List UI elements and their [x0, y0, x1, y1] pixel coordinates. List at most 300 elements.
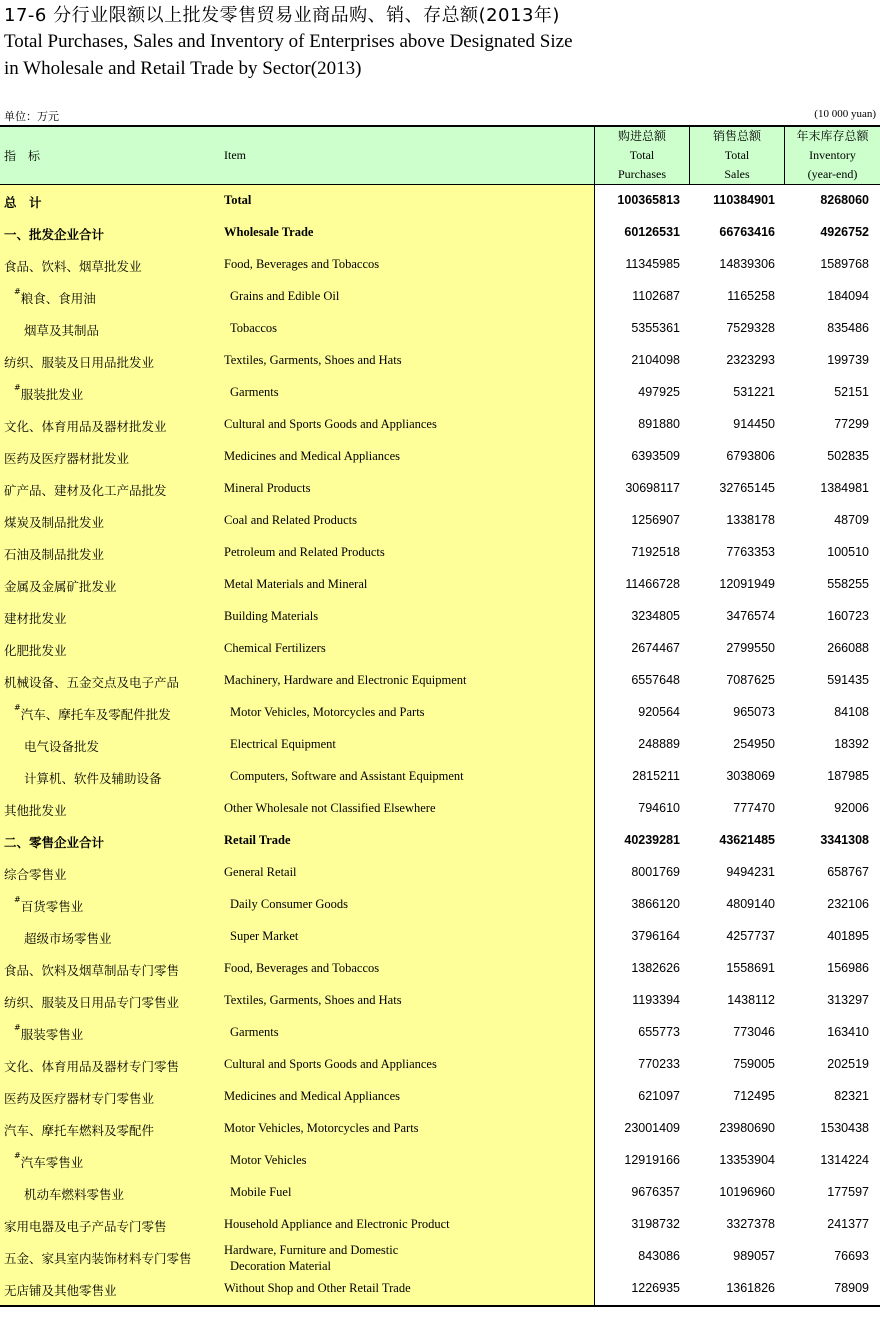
item-label-en-text: Household Appliance and Electronic Product — [224, 1217, 450, 1231]
purchases-value: 1193394 — [632, 993, 680, 1007]
item-label-cn-text: 石油及制品批发业 — [4, 547, 105, 562]
sales-value: 965073 — [733, 705, 775, 719]
purchases-value: 60126531 — [624, 225, 680, 239]
header-purchases-en1: Total — [629, 148, 655, 162]
item-label-en — [224, 801, 436, 816]
header-inventory-en1: Inventory — [809, 148, 856, 162]
inventory-value: 84108 — [834, 705, 869, 719]
table-row — [0, 601, 880, 633]
item-label-cn-text: 煤炭及制品批发业 — [4, 515, 105, 530]
table-row — [0, 217, 880, 249]
purchases-value: 23001409 — [624, 1121, 680, 1135]
table-row — [0, 441, 880, 473]
inventory-value: 199739 — [827, 353, 869, 367]
table-row — [0, 377, 880, 409]
inventory-value: 48709 — [834, 513, 869, 527]
sales-value: 1438112 — [727, 993, 775, 1007]
table-header — [0, 125, 880, 185]
item-label-en — [224, 545, 385, 560]
item-label-cn — [14, 897, 83, 915]
item-label-cn-text: 超级市场零售业 — [24, 931, 112, 946]
sales-value: 7763353 — [726, 545, 775, 559]
table-row — [0, 633, 880, 665]
header-sales-en1: Total — [724, 148, 750, 162]
table-row — [0, 185, 880, 217]
item-label-cn-text: 纺织、服装及日用品批发业 — [4, 355, 155, 370]
purchases-value: 3796164 — [631, 929, 680, 943]
item-label-en — [230, 385, 279, 400]
item-label-en-text: Textiles, Garments, Shoes and Hats — [224, 993, 402, 1007]
item-cell — [0, 793, 594, 825]
sales-value: 110384901 — [713, 193, 775, 207]
header-purchases-en2: Purchases — [618, 167, 666, 181]
item-label-cn — [4, 577, 117, 595]
table-row — [0, 505, 880, 537]
sales-value: 531221 — [733, 385, 775, 399]
inventory-value: 502835 — [827, 449, 869, 463]
purchases-value: 11345985 — [625, 257, 680, 271]
inventory-value: 92006 — [834, 801, 869, 815]
item-cell — [0, 1209, 594, 1241]
sales-value: 712495 — [733, 1089, 775, 1103]
purchases-value: 6557648 — [631, 673, 680, 687]
unit-row — [4, 108, 876, 126]
item-label-en — [224, 481, 310, 496]
header-divider — [689, 127, 690, 184]
item-label-en — [230, 929, 298, 944]
item-label-cn — [24, 1185, 124, 1203]
item-cell — [0, 345, 594, 377]
item-label-cn-text: 二、零售企业合计 — [4, 835, 105, 850]
inventory-value: 160723 — [827, 609, 869, 623]
purchases-value: 6393509 — [631, 449, 680, 463]
subitem-marker: # — [14, 703, 21, 712]
item-label-en — [224, 193, 251, 208]
purchases-value: 7192518 — [631, 545, 680, 559]
item-label-cn — [24, 737, 99, 755]
item-label-en — [224, 257, 379, 272]
sales-value: 1338178 — [726, 513, 775, 527]
item-label-en — [224, 577, 367, 592]
sales-value: 9494231 — [726, 865, 775, 879]
table-row — [0, 761, 880, 793]
item-label-cn — [4, 1121, 154, 1139]
item-label-en — [230, 289, 339, 304]
item-label-cn — [14, 385, 83, 403]
item-label-cn — [4, 673, 179, 691]
item-label-cn-text: 五金、家具室内装饰材料专门零售 — [4, 1251, 192, 1266]
item-label-cn-text: 文化、体育用品及器材专门零售 — [4, 1059, 180, 1074]
subitem-marker: # — [14, 1023, 21, 1032]
item-label-en — [230, 897, 348, 912]
item-cell — [0, 825, 594, 857]
item-cell — [0, 953, 594, 985]
purchases-value: 655773 — [638, 1025, 680, 1039]
item-label-cn-text: 建材批发业 — [4, 611, 67, 626]
inventory-value: 52151 — [834, 385, 869, 399]
purchases-value: 3866120 — [631, 897, 680, 911]
table-row — [0, 1177, 880, 1209]
inventory-value: 1314224 — [820, 1153, 869, 1167]
inventory-value: 8268060 — [820, 193, 869, 207]
item-label-cn — [4, 1089, 154, 1107]
item-label-cn — [14, 289, 96, 307]
table-row — [0, 665, 880, 697]
sales-value: 12091949 — [719, 577, 775, 591]
item-label-en-text: Machinery, Hardware and Electronic Equipment — [224, 673, 467, 687]
item-cell — [0, 281, 594, 313]
item-label-en-text: Medicines and Medical Appliances — [224, 449, 400, 463]
item-label-cn — [4, 1217, 167, 1235]
inventory-value: 835486 — [827, 321, 869, 335]
sales-value: 773046 — [733, 1025, 775, 1039]
item-label-en — [224, 417, 437, 432]
inventory-value: 77299 — [834, 417, 869, 431]
table-row — [0, 249, 880, 281]
purchases-value: 1102687 — [632, 289, 680, 303]
item-label-en — [224, 1242, 398, 1274]
purchases-value: 8001769 — [631, 865, 680, 879]
inventory-value: 202519 — [827, 1057, 869, 1071]
item-label-cn — [4, 801, 67, 819]
sales-value: 3476574 — [726, 609, 775, 623]
item-label-en-text: Motor Vehicles — [230, 1153, 307, 1167]
item-label-cn-text: 纺织、服装及日用品专门零售业 — [4, 995, 180, 1010]
item-cell — [0, 985, 594, 1017]
item-label-cn — [4, 641, 67, 659]
header-sales — [690, 127, 784, 184]
header-purchases-cn: 购进总额 — [617, 129, 666, 143]
purchases-value: 621097 — [638, 1089, 680, 1103]
item-label-en — [224, 225, 313, 240]
item-label-cn — [4, 961, 179, 979]
item-label-en — [230, 737, 336, 752]
item-label-en — [224, 865, 297, 880]
sales-value: 23980690 — [719, 1121, 775, 1135]
item-label-en — [230, 1153, 307, 1168]
purchases-value: 100365813 — [617, 193, 680, 207]
item-label-en — [230, 1025, 279, 1040]
item-label-en — [230, 1185, 291, 1200]
page-title-en-line1: Total Purchases, Sales and Inventory of Enterprises above Designated Size — [4, 31, 573, 52]
purchases-value: 30698117 — [625, 481, 680, 495]
item-cell — [0, 1017, 594, 1049]
item-label-cn — [4, 993, 179, 1011]
page-title-en-line2: in Wholesale and Retail Trade by Sector(2013) — [4, 58, 362, 79]
table-row — [0, 1209, 880, 1241]
item-label-cn — [4, 833, 104, 851]
header-divider — [784, 127, 785, 184]
purchases-value: 2104098 — [631, 353, 680, 367]
item-label-cn-text: 百货零售业 — [20, 899, 84, 914]
item-label-cn-text: 医药及医疗器材批发业 — [4, 451, 130, 466]
inventory-value: 658767 — [827, 865, 869, 879]
table-row — [0, 1273, 880, 1305]
item-cell — [0, 537, 594, 569]
item-cell — [0, 249, 594, 281]
purchases-value: 2815211 — [632, 769, 680, 783]
item-label-cn-text: 化肥批发业 — [4, 643, 67, 658]
item-label-cn — [4, 257, 142, 275]
item-label-en — [224, 1217, 450, 1232]
item-label-en-text: Hardware, Furniture and Domestic — [224, 1243, 399, 1257]
item-label-en-text: Motor Vehicles, Motorcycles and Parts — [224, 1121, 419, 1135]
item-label-cn — [24, 769, 162, 787]
item-label-cn-text: 粮食、食用油 — [20, 291, 96, 306]
item-label-cn — [4, 513, 104, 531]
item-cell — [0, 473, 594, 505]
table-row — [0, 1081, 880, 1113]
inventory-value: 100510 — [827, 545, 869, 559]
inventory-value: 1530438 — [820, 1121, 869, 1135]
purchases-value: 3198732 — [631, 1217, 680, 1231]
inventory-value: 18392 — [834, 737, 869, 751]
purchases-value: 497925 — [638, 385, 680, 399]
subitem-marker: # — [14, 895, 21, 904]
item-label-en — [224, 353, 402, 368]
subitem-marker: # — [14, 287, 21, 296]
item-label-cn-text: 机械设备、五金交点及电子产品 — [4, 675, 180, 690]
item-label-cn-text: 服装批发业 — [20, 387, 84, 402]
table-row — [0, 473, 880, 505]
sales-value: 32765145 — [719, 481, 775, 495]
purchases-value: 770233 — [638, 1057, 680, 1071]
sales-value: 43621485 — [719, 833, 775, 847]
item-cell — [0, 665, 594, 697]
header-item-cell — [0, 127, 594, 184]
item-cell — [0, 441, 594, 473]
inventory-value: 1384981 — [820, 481, 869, 495]
item-label-cn-text: 家用电器及电子产品专门零售 — [4, 1219, 167, 1234]
header-sales-cn: 销售总额 — [712, 129, 761, 143]
item-label-cn-text: 汽车、摩托车燃料及零配件 — [4, 1123, 155, 1138]
header-inventory-cn: 年末库存总额 — [796, 129, 869, 143]
table-row — [0, 537, 880, 569]
inventory-value: 163410 — [827, 1025, 869, 1039]
header-inventory — [785, 127, 880, 184]
item-label-cn — [14, 705, 171, 723]
item-label-en-text: Other Wholesale not Classified Elsewhere — [224, 801, 436, 815]
item-cell — [0, 217, 594, 249]
inventory-value: 401895 — [827, 929, 869, 943]
subitem-marker: # — [14, 383, 21, 392]
item-label-en-text: Metal Materials and Mineral — [224, 577, 368, 591]
item-label-en — [224, 1089, 400, 1104]
item-label-en-text: Motor Vehicles, Motorcycles and Parts — [230, 705, 425, 719]
inventory-value: 177597 — [827, 1185, 869, 1199]
item-label-cn — [4, 353, 154, 371]
table-row — [0, 1145, 880, 1177]
header-item-en: Item — [224, 148, 246, 162]
item-label-en-text: Chemical Fertilizers — [224, 641, 326, 655]
item-label-cn-text: 汽车、摩托车及零配件批发 — [20, 707, 171, 722]
purchases-value: 2674467 — [631, 641, 680, 655]
purchases-value: 40239281 — [624, 833, 680, 847]
item-label-cn-text: 食品、饮料及烟草制品专门零售 — [4, 963, 180, 978]
item-cell — [0, 601, 594, 633]
item-label-en-text: Wholesale Trade — [224, 225, 314, 239]
purchases-value: 794610 — [638, 801, 680, 815]
table-row — [0, 1049, 880, 1081]
item-label-en — [230, 769, 464, 784]
header-sales-en2: Sales — [724, 167, 750, 181]
item-label-en-text: Garments — [230, 1025, 279, 1039]
item-label-en-text: Total — [224, 193, 252, 207]
inventory-value: 187985 — [827, 769, 869, 783]
table-row — [0, 985, 880, 1017]
item-label-en-text: Garments — [230, 385, 279, 399]
table-body — [0, 185, 880, 1305]
item-label-en-text: Retail Trade — [224, 833, 291, 847]
item-label-en-text: Mineral Products — [224, 481, 311, 495]
item-label-en-text: Tobaccos — [230, 321, 278, 335]
item-label-en-text: General Retail — [224, 865, 297, 879]
item-cell — [0, 729, 594, 761]
sales-value: 777470 — [733, 801, 775, 815]
item-label-en — [224, 1057, 437, 1072]
item-label-cn — [4, 417, 167, 435]
inventory-value: 156986 — [827, 961, 869, 975]
item-label-cn-text: 金属及金属矿批发业 — [4, 579, 117, 594]
table-row — [0, 345, 880, 377]
item-label-en — [230, 321, 277, 336]
item-label-en-text: Daily Consumer Goods — [230, 897, 349, 911]
purchases-value: 248889 — [638, 737, 680, 751]
sales-value: 3327378 — [726, 1217, 775, 1231]
item-label-en — [224, 513, 357, 528]
table-row — [0, 1241, 880, 1273]
item-label-cn-text: 汽车零售业 — [20, 1155, 84, 1170]
item-label-en-text: Computers, Software and Assistant Equipment — [230, 769, 464, 783]
header-item-cn: 指 标 — [4, 149, 41, 163]
item-cell — [0, 1177, 594, 1209]
sales-value: 1558691 — [726, 961, 775, 975]
item-label-en-text: Cultural and Sports Goods and Appliances — [224, 417, 437, 431]
sales-value: 989057 — [733, 1249, 775, 1263]
item-label-en-text: Electrical Equipment — [230, 737, 336, 751]
item-label-en-text: Textiles, Garments, Shoes and Hats — [224, 353, 402, 367]
unit-label-cn: 单位：万元 — [4, 110, 59, 123]
inventory-value: 78909 — [834, 1281, 869, 1295]
sales-value: 254950 — [733, 737, 775, 751]
table-row — [0, 1113, 880, 1145]
item-label-en — [224, 609, 318, 624]
table-row — [0, 729, 880, 761]
purchases-value: 3234805 — [631, 609, 680, 623]
item-label-en — [224, 833, 291, 848]
table-row — [0, 281, 880, 313]
purchases-value: 5355361 — [631, 321, 680, 335]
inventory-value: 232106 — [827, 897, 869, 911]
sales-value: 914450 — [733, 417, 775, 431]
sales-value: 7087625 — [726, 673, 775, 687]
item-label-cn-text: 服装零售业 — [20, 1027, 84, 1042]
purchases-value: 920564 — [638, 705, 680, 719]
header-purchases — [595, 127, 689, 184]
item-cell — [0, 633, 594, 665]
inventory-value: 1589768 — [820, 257, 869, 271]
item-label-en-text-line2: Decoration Material — [230, 1259, 331, 1273]
purchases-value: 891880 — [638, 417, 680, 431]
item-label-cn — [14, 1025, 83, 1043]
purchases-value: 843086 — [638, 1249, 680, 1263]
sales-value: 2799550 — [726, 641, 775, 655]
item-label-en-text: Medicines and Medical Appliances — [224, 1089, 400, 1103]
item-cell — [0, 569, 594, 601]
inventory-value: 76693 — [834, 1249, 869, 1263]
item-label-cn — [24, 929, 112, 947]
sales-value: 1361826 — [726, 1281, 775, 1295]
item-label-cn-text: 无店铺及其他零售业 — [4, 1283, 117, 1298]
purchases-value: 1226935 — [631, 1281, 680, 1295]
sales-value: 6793806 — [726, 449, 775, 463]
table-row — [0, 569, 880, 601]
item-label-cn-text: 综合零售业 — [4, 867, 67, 882]
body-divider — [594, 185, 595, 1307]
item-label-en-text: Super Market — [230, 929, 299, 943]
sales-value: 3038069 — [726, 769, 775, 783]
item-cell — [0, 1273, 594, 1305]
table-row — [0, 825, 880, 857]
item-label-cn — [4, 545, 104, 563]
item-label-en-text: Mobile Fuel — [230, 1185, 292, 1199]
item-label-cn-text: 文化、体育用品及器材批发业 — [4, 419, 167, 434]
data-table — [0, 125, 880, 1307]
item-label-cn — [4, 609, 67, 627]
title-block — [4, 4, 876, 82]
item-label-en-text: Food, Beverages and Tobaccos — [224, 961, 380, 975]
inventory-value: 4926752 — [820, 225, 869, 239]
header-divider — [594, 127, 595, 184]
table-bottom-rule — [0, 1305, 880, 1307]
item-label-cn — [24, 321, 99, 339]
item-cell — [0, 921, 594, 953]
sales-value: 1165258 — [727, 289, 775, 303]
item-label-en — [224, 449, 400, 464]
item-label-cn — [4, 1249, 192, 1267]
purchases-value: 9676357 — [631, 1185, 680, 1199]
item-label-en-text: Petroleum and Related Products — [224, 545, 385, 559]
sales-value: 4257737 — [726, 929, 775, 943]
inventory-value: 313297 — [827, 993, 869, 1007]
sales-value: 4809140 — [726, 897, 775, 911]
purchases-value: 11466728 — [625, 577, 680, 591]
item-label-cn — [4, 1057, 179, 1075]
sales-value: 10196960 — [719, 1185, 775, 1199]
table-row — [0, 857, 880, 889]
item-cell — [0, 313, 594, 345]
item-label-cn-text: 电气设备批发 — [24, 739, 100, 754]
inventory-value: 184094 — [827, 289, 869, 303]
item-cell — [0, 409, 594, 441]
sales-value: 13353904 — [719, 1153, 775, 1167]
item-label-cn-text: 总 计 — [4, 195, 42, 210]
inventory-value: 241377 — [827, 1217, 869, 1231]
inventory-value: 82321 — [834, 1089, 869, 1103]
item-label-en — [230, 705, 425, 720]
item-label-en-text: Grains and Edible Oil — [230, 289, 340, 303]
sales-value: 2323293 — [726, 353, 775, 367]
sales-value: 7529328 — [726, 321, 775, 335]
item-label-cn — [4, 481, 167, 499]
inventory-value: 591435 — [827, 673, 869, 687]
item-label-en-text: Food, Beverages and Tobaccos — [224, 257, 380, 271]
item-label-cn-text: 医药及医疗器材专门零售业 — [4, 1091, 155, 1106]
item-label-en — [224, 961, 379, 976]
item-label-cn-text: 烟草及其制品 — [24, 323, 100, 338]
item-cell — [0, 1049, 594, 1081]
table-row — [0, 953, 880, 985]
